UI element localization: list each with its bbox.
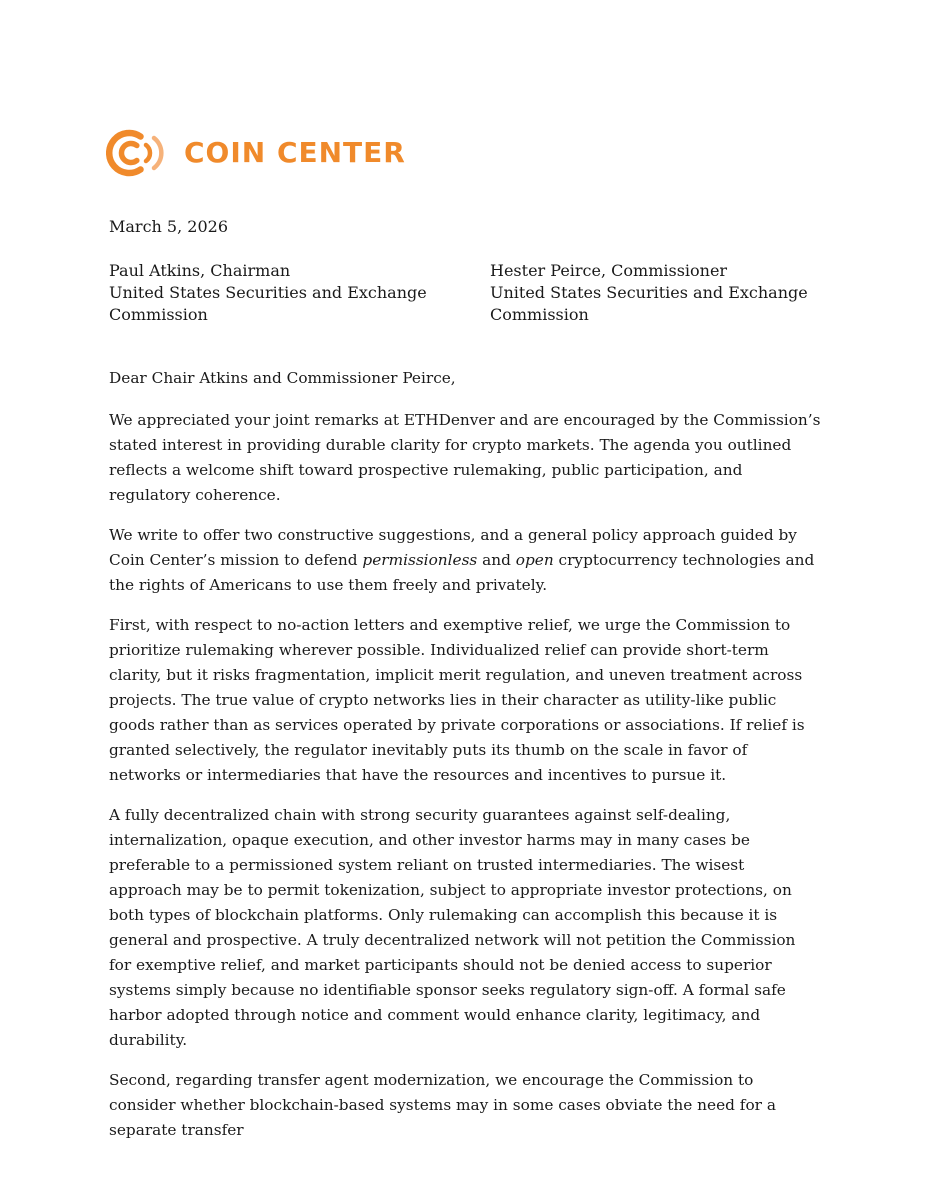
recipient-name: Hester Peirce, Commissioner bbox=[490, 261, 728, 280]
brand-name: COIN CENTER bbox=[184, 136, 406, 169]
recipient-org-cont: Commission bbox=[109, 305, 208, 324]
recipient-org: United States Securities and Exchange bbox=[109, 283, 427, 302]
paragraph-text: We write to offer two constructive suggestions, and a general policy approach guided by Coin Center’s mission to defend bbox=[109, 526, 797, 569]
recipient-name: Paul Atkins, Chairman bbox=[109, 261, 291, 280]
letter-body bbox=[109, 366, 821, 1158]
paragraph-mission bbox=[109, 523, 821, 598]
recipient-block-commissioner bbox=[490, 260, 820, 326]
emphasis-open: open bbox=[515, 551, 554, 569]
paragraph-decentralized: A fully decentralized chain with strong security guarantees against self-dealing, internalization, opaque execution, and other investor harms may in many cases be preferable to a permissioned system reliant on trusted intermediaries. The wisest approach may be to permit tokenization, subject to appropriate investor protections, on both types of blockchain platforms. Only rulemaking can accomplish this because it is general and prospective. A truly decentralized network will not petition the Commission for exemptive relief, and market participants should not be denied access to superior systems simply because no identifiable sponsor seeks regulatory sign-off. A formal safe harbor adopted through notice and comment would enhance clarity, legitimacy, and durability. bbox=[109, 806, 796, 1049]
salutation: Dear Chair Atkins and Commissioner Peirce, bbox=[109, 369, 456, 387]
coin-center-logo bbox=[106, 126, 406, 180]
paragraph-transfer-agent: Second, regarding transfer agent modernization, we encourage the Commission to consider whether blockchain-based systems may in some cases obviate the need for a separate transfer bbox=[109, 1071, 776, 1139]
paragraph-intro: We appreciated your joint remarks at ETHDenver and are encouraged by the Commission’s stated interest in providing durable clarity for crypto markets. The agenda you outlined reflects a welcome shift toward prospective rulemaking, public participation, and regulatory coherence. bbox=[109, 411, 821, 504]
emphasis-permissionless: permissionless bbox=[362, 551, 478, 569]
recipient-org: United States Securities and Exchange bbox=[490, 283, 808, 302]
recipient-block-chairman bbox=[109, 260, 439, 326]
recipient-org-cont: Commission bbox=[490, 305, 589, 324]
coin-center-logo-icon bbox=[106, 126, 170, 180]
paragraph-rulemaking: First, with respect to no-action letters and exemptive relief, we urge the Commission to prioritize rulemaking wherever possible. Individualized relief can provide short-term clarity, but it risks fragmentation, implicit merit regulation, and uneven treatment across projects. The true value of crypto networks lies in their character as utility-like public goods rather than as services operated by private corporations or associations. If relief is granted selectively, the regulator inevitably puts its thumb on the scale in favor of networks or intermediaries that have the resources and incentives to pursue it. bbox=[109, 616, 805, 784]
paragraph-text: cryptocurrency technologies and the rights of Americans to use them freely and privately. bbox=[109, 551, 815, 594]
letter-date: March 5, 2026 bbox=[109, 217, 228, 236]
paragraph-text: and bbox=[477, 551, 516, 569]
